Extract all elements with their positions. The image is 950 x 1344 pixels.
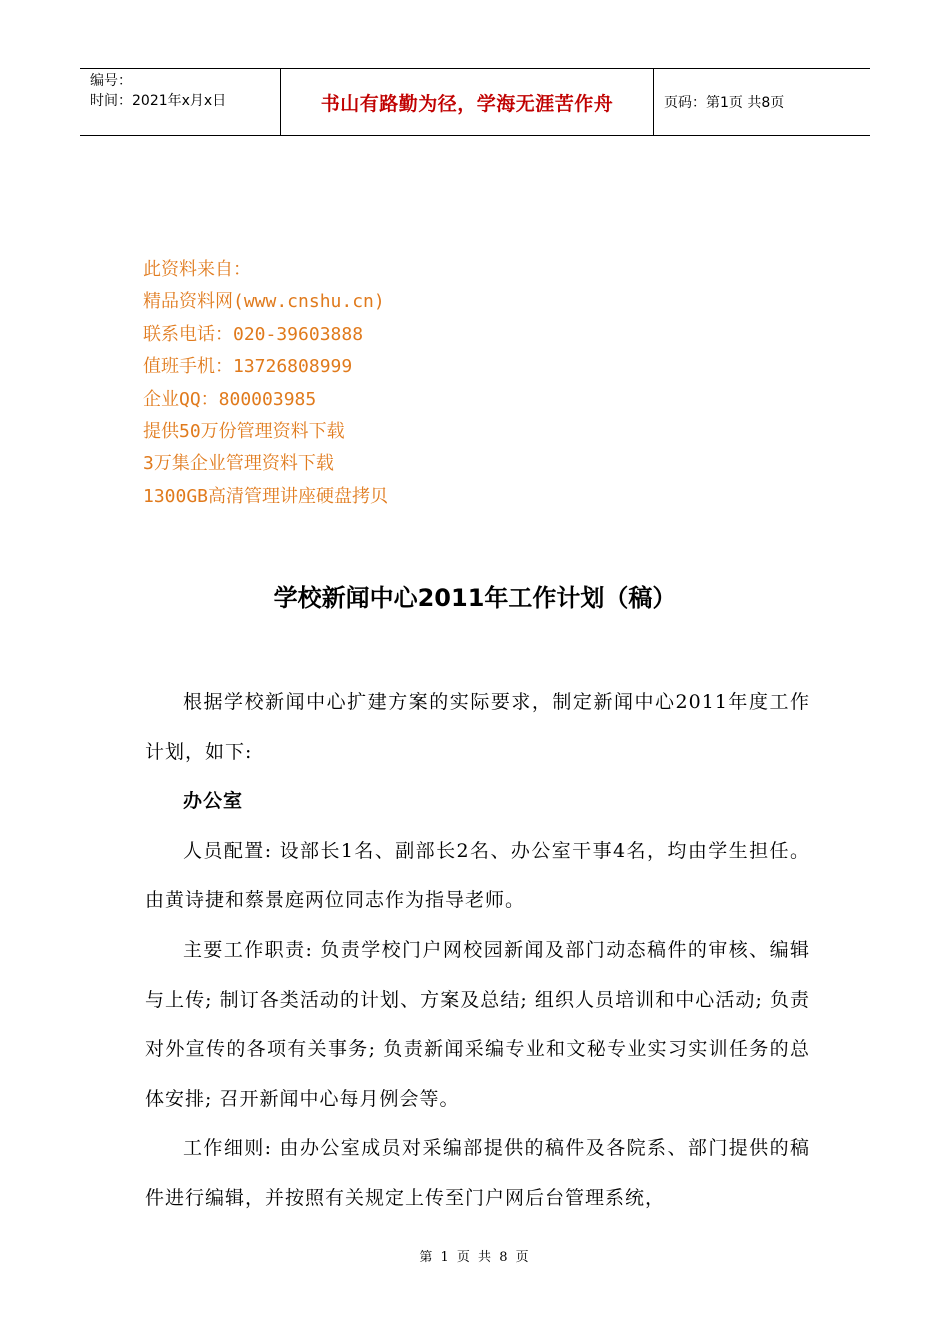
header-motto: 书山有路勤为径，学海无涯苦作舟 [320, 92, 614, 115]
header-date-label: 时间：2021年x月x日 [90, 93, 227, 109]
ad-line: 值班手机：13726808999 [143, 356, 353, 378]
header-page-info: 页码：第1页 共8页 [664, 95, 785, 111]
header-page-cell [654, 69, 870, 135]
ad-line: 联系电话：020-39603888 [143, 323, 364, 345]
ad-line: 3万集企业管理资料下载 [143, 453, 334, 475]
ad-line: 企业QQ：800003985 [143, 388, 317, 410]
page-footer: 第 1 页 共 8 页 [419, 1250, 531, 1265]
section-heading-office: 办公室 [183, 790, 244, 813]
ad-line: 提供50万份管理资料下载 [143, 421, 345, 443]
duties-paragraph: 主要工作职责: 负责学校门户网校园新闻及部门动态稿件的审核、编辑与上传; 制订各类活动的计划、方案及总结; 组织人员培训和中心活动; 负责对外宣传的各项有关事务; 负责新闻采编专业和文秘专业实习实训任务的总体安排; 召开新闻中心每月例会等。 [145, 938, 810, 1110]
header-meta-cell [80, 69, 280, 135]
header-motto-cell [280, 69, 654, 135]
document-title: 学校新闻中心2011年工作计划（稿） [273, 584, 677, 612]
intro-paragraph: 根据学校新闻中心扩建方案的实际要求，制定新闻中心2011年度工作计划，如下: [145, 691, 810, 763]
ad-line: 1300GB高清管理讲座硬盘拷贝 [143, 485, 389, 507]
ad-line: 此资料来自： [143, 259, 251, 280]
document-body [145, 678, 810, 1224]
ad-line: 精品资料网(www.cnshu.cn) [143, 291, 385, 313]
details-paragraph: 工作细则: 由办公室成员对采编部提供的稿件及各院系、部门提供的稿件进行编辑，并按照有关规定上传至门户网后台管理系统， [145, 1137, 810, 1209]
document-header [80, 68, 870, 136]
source-ad-block [143, 254, 388, 513]
staffing-paragraph: 人员配置: 设部长1名、副部长2名、办公室干事4名，均由学生担任。由黄诗捷和蔡景庭两位同志作为指导老师。 [145, 839, 810, 912]
header-number-label: 编号： [90, 73, 132, 89]
